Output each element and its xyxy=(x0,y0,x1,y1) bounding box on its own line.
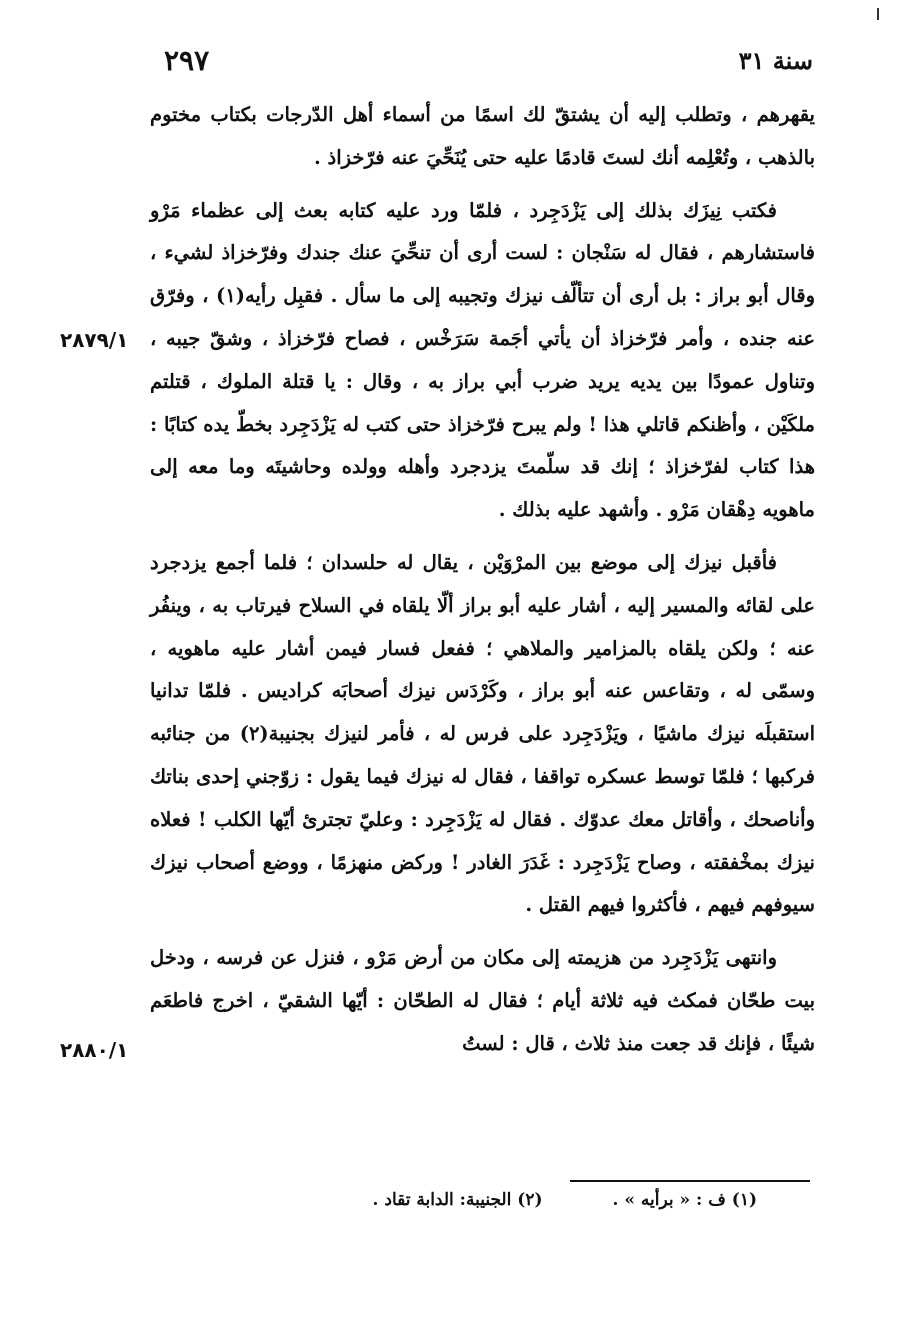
paragraph: فكتب نِيزَك بذلك إلى يَزْدَجِرد ، فلمّا ورد عليه كتابه بعث إلى عظماء مَرْو فاستشارهم ، فقال له سَنْجان : لست أرى أن تنحِّيَ عنك جندك وفرّخزاذ لشيء ، وقال أبو براز : بل أرى أن تتألّف نيزك وتجيبه إلى ما سأل . فقبِل رأيه(١) ، وفرّق عنه جنده ، وأمر فرّخزاذ أن يأتي أجَمة سَرَخْس ، فصاح فرّخزاذ ، وشقّ جيبه ، وتناول عمودًا بين يديه يريد ضرب أبي براز به ، وقال : يا قتلة الملوك ، قتلتم ملكَيْن ، وأظنكم قاتلي هذا ! ولم يبرح فرّخزاذ حتى كتب له يَزْدَجِرد بخطّ يده كتابًا : هذا كتاب لفرّخزاذ ؛ إنك قد سلّمتَ يزدجرد وأهله وولده وحاشيتَه وما معه إلى ماهويه دِهْقان مَرْو . وأشهد عليه بذلك . xyxy=(150,198,815,522)
paragraph: فأقبل نيزك إلى موضع بين المرْوَيْن ، يقال له حلسدان ؛ فلما أجمع يزدجرد على لقائه والمسير إليه ، أشار عليه أبو براز ألّا يلقاه في السلاح فيرتاب به ، وينفُر عنه ؛ ولكن يلقاه بالمزامير والملاهي ؛ ففعل فسار فيمن أشار عليه ماهويه ، وسمّى له ، وتقاعس عنه أبو براز ، وكَرْدَس نيزك أصحابَه كراديس . فلمّا تدانيا استقبلَه نيزك ماشيًا ، ويَزْدَجِرد على فرس له ، فأمر لنيزك بجنيبة(٢) من جنائبه فركبها ؛ فلمّا توسط عسكره تواقفا ، فقال له نيزك فيما يقول : زوّجني إحدى بناتك وأناصحك ، وأقاتل معك عدوّك . فقال له يَزْدَجِرد : وعليّ تجترئ أيّها الكلب ! فعلاه نيزك بمخْفقته ، وصاح يَزْدَجِرد : غَدَرَ الغادر ! وركض منهزمًا ، ووضع أصحاب نيزك سيوفهم فيهم ، فأكثروا فيهم القتل . xyxy=(150,550,816,917)
running-header-year: سنة ٣١ xyxy=(738,46,813,75)
footnotes xyxy=(257,1190,757,1210)
scan-mark xyxy=(877,8,879,20)
margin-reference: ٢٨٧٩/١ xyxy=(60,328,129,352)
main-text xyxy=(150,94,815,1066)
page-number: ٢٩٧ xyxy=(164,44,210,77)
paragraph: يقهرهم ، وتطلب إليه أن يشتقّ لك اسمًا من أسماء أهل الدّرجات بكتاب مختوم بالذهب ، وتُعْلِمه أنك لستَ قادمًا عليه حتى يُنَحِّيَ عنه فرّخزاذ . xyxy=(150,103,815,169)
footnote-divider xyxy=(570,1180,810,1182)
footnote: (٢) الجنيبة: الدابة تقاد . xyxy=(372,1190,543,1210)
footnote: (١) ف : « برأيه » . xyxy=(612,1190,757,1210)
margin-reference: ٢٨٨٠/١ xyxy=(60,1038,129,1062)
paragraph: وانتهى يَزْدَجِرد من هزيمته إلى مكان من أرض مَرْو ، فنزل عن فرسه ، ودخل بيت طحّان فمكث فيه ثلاثة أيام ؛ فقال له الطحّان : أيّها الشقيّ ، اخرج فاطعَم شيئًا ، فإنك قد جعت منذ ثلاث ، قال : لستُ xyxy=(150,946,815,1055)
